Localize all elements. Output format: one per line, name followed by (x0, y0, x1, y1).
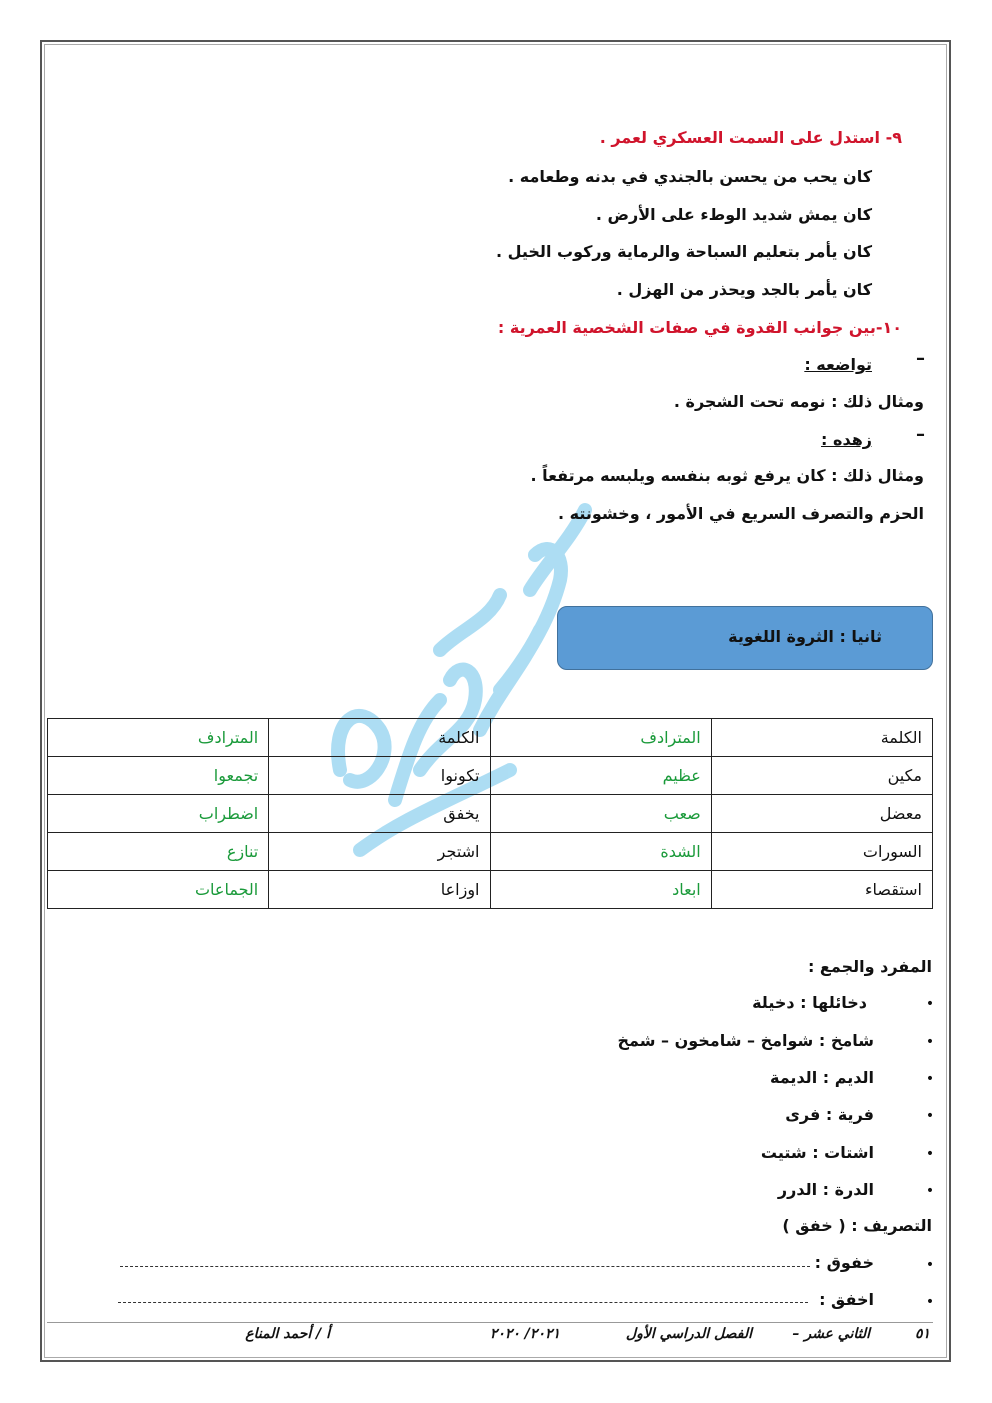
asceticism-label: زهده : (821, 430, 872, 449)
footer-author: أ / أحمد المناع (245, 1326, 330, 1342)
vocab-table (47, 718, 933, 909)
bullet: • (925, 996, 935, 1012)
conjugation-item: خفوق : (814, 1253, 874, 1272)
header-word: الكلمة (711, 719, 932, 757)
singular-plural-item: الديم : الديمة (770, 1068, 874, 1087)
footer-rule (47, 1322, 933, 1323)
synonym-cell: اضطراب (48, 795, 269, 833)
answer-line (120, 1266, 810, 1267)
bullet: • (925, 1034, 935, 1050)
q10-title: ١٠-بين جوانب القدوة في صفات الشخصية العمرية : (497, 318, 902, 337)
table-row (48, 833, 933, 871)
bullet: • (925, 1257, 935, 1273)
conjugation-title: التصريف : ( خفق ) (782, 1216, 932, 1235)
section-title: ثانيا : الثروة اللغوية (728, 627, 882, 646)
footer-page-number: ٥١ (914, 1326, 930, 1342)
synonym-cell: صعب (490, 795, 711, 833)
singular-plural-title: المفرد والجمع : (807, 957, 932, 976)
humility-example: ومثال ذلك : نومه تحت الشجرة . (673, 392, 924, 411)
synonym-cell: ابعاد (490, 871, 711, 909)
bullet: • (925, 1183, 935, 1199)
table-row (48, 871, 933, 909)
synonym-cell: تنازع (48, 833, 269, 871)
table-row (48, 757, 933, 795)
asceticism-example: ومثال ذلك : كان يرفع ثوبه بنفسه ويلبسه مرتفعاً . (530, 466, 924, 485)
bullet: • (925, 1108, 935, 1124)
word-cell: تكونوا (269, 757, 490, 795)
singular-plural-item: شامخ : شوامخ – شامخون – شمخ (617, 1031, 874, 1050)
synonym-cell: تجمعوا (48, 757, 269, 795)
singular-plural-item: دخائلها : دخيلة (752, 993, 867, 1012)
word-cell: معضل (711, 795, 932, 833)
humility-label: تواضعه : (804, 355, 872, 374)
answer-line (118, 1302, 808, 1303)
q9-line-2: كان يمش شديد الوطء على الأرض . (595, 205, 872, 224)
q9-line-1: كان يحب من يحسن بالجندي في بدنه وطعامه . (508, 167, 872, 186)
footer-year: ٢٠٢١/ ٢٠٢٠ (489, 1326, 560, 1342)
header-synonym: المترادف (48, 719, 269, 757)
singular-plural-item: اشتات : شتيت (760, 1143, 874, 1162)
dash-marker: – (916, 348, 925, 369)
section-title-box (557, 606, 933, 670)
bullet: • (925, 1146, 935, 1162)
word-cell: مكين (711, 757, 932, 795)
table-header-row (48, 719, 933, 757)
conjugation-item: اخفق : (819, 1290, 874, 1309)
bullet: • (925, 1294, 935, 1310)
footer-grade: الثاني عشر – (792, 1326, 870, 1342)
footer-semester: الفصل الدراسي الأول (625, 1326, 752, 1342)
page-border (40, 40, 951, 1362)
word-cell: السورات (711, 833, 932, 871)
q9-line-3: كان يأمر بتعليم السباحة والرماية وركوب الخيل . (495, 242, 872, 261)
word-cell: اشتجر (269, 833, 490, 871)
q9-line-4: كان يأمر بالجد ويحذر من الهزل . (616, 280, 872, 299)
q9-title: ٩- استدل على السمت العسكري لعمر . (599, 128, 902, 147)
singular-plural-item: فرية : فرى (785, 1105, 874, 1124)
word-cell: استقصاء (711, 871, 932, 909)
synonym-cell: عظيم (490, 757, 711, 795)
table-row (48, 795, 933, 833)
bullet: • (925, 1071, 935, 1087)
word-cell: اوزاعا (269, 871, 490, 909)
dash-marker: – (916, 424, 925, 445)
synonym-cell: الجماعات (48, 871, 269, 909)
word-cell: يخفق (269, 795, 490, 833)
firmness-text: الحزم والتصرف السريع في الأمور ، وخشونته . (557, 504, 924, 523)
header-synonym: المترادف (490, 719, 711, 757)
header-word: الكلمة (269, 719, 490, 757)
synonym-cell: الشدة (490, 833, 711, 871)
singular-plural-item: الدرة : الدرر (777, 1180, 874, 1199)
